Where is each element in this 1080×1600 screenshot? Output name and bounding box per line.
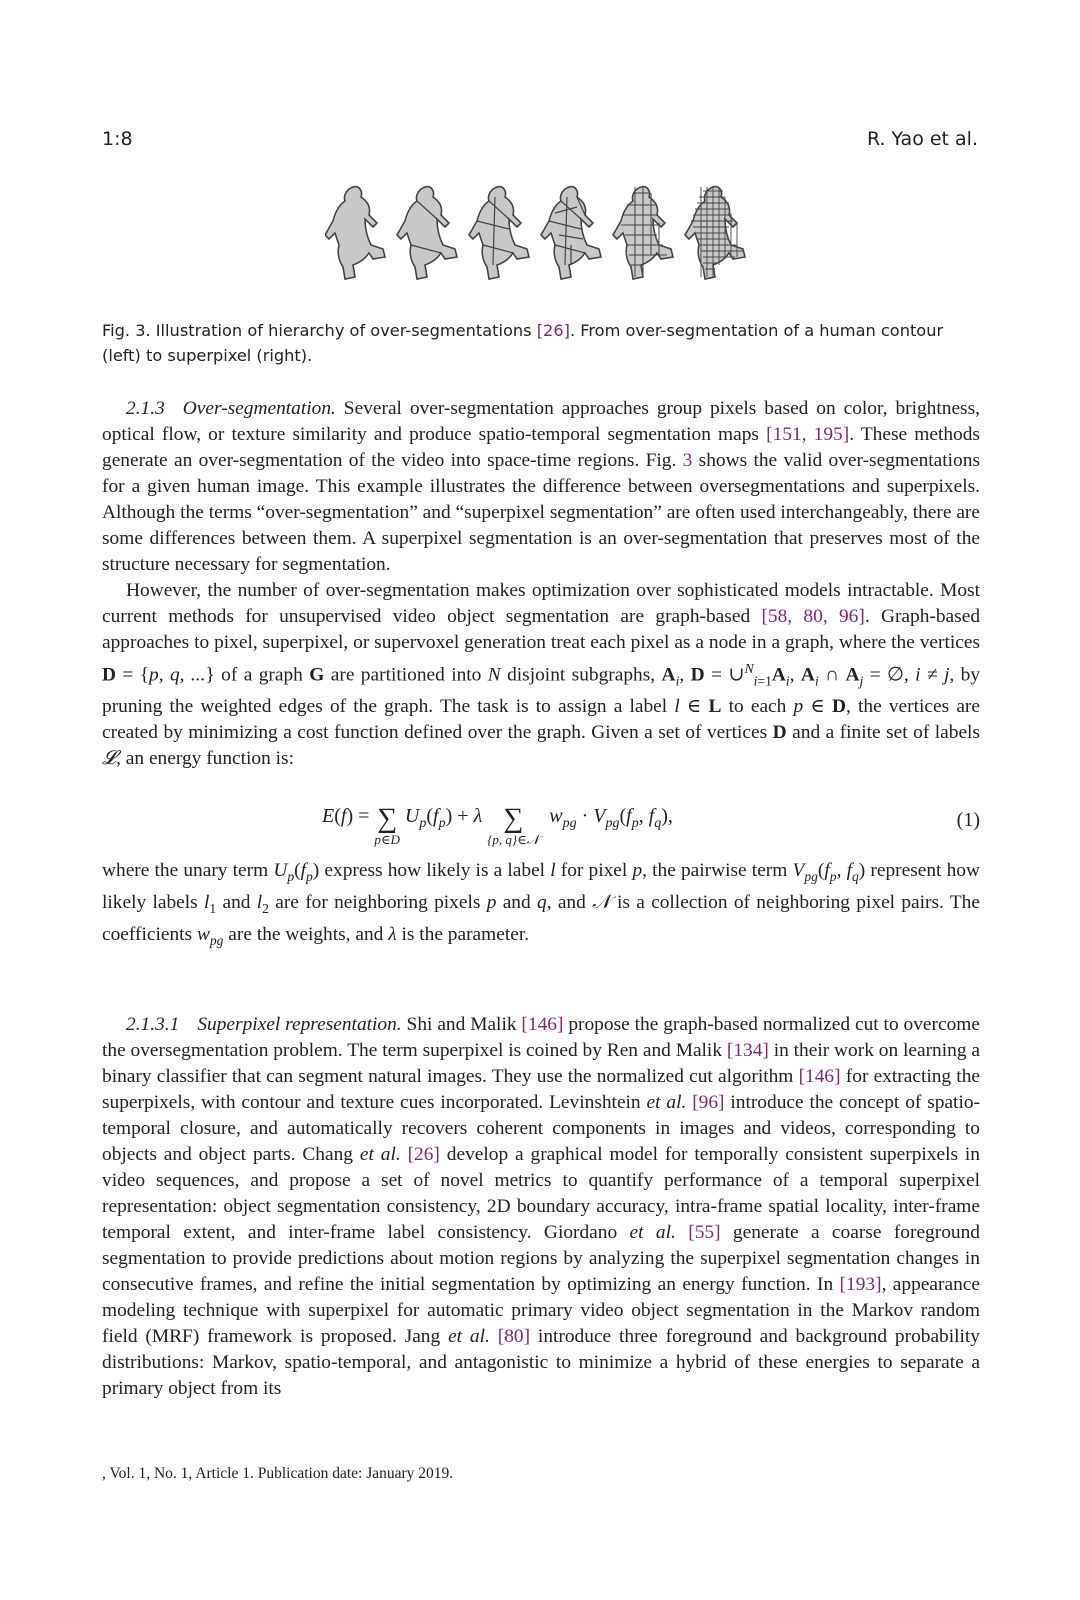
citation-link[interactable]: [134]	[726, 1040, 769, 1061]
citation-link[interactable]: [146]	[798, 1066, 841, 1087]
segment-2-icon	[397, 187, 457, 279]
section-2-1-3-1: 2.1.3.1 Superpixel representation. Shi and Malik [146] propose the graph-based normalized cut to overcome the oversegmentation problem. The term superpixel is coined by Ren and Malik [134] in their work on learning a binary classifier that can segment natural images. They use the normalized cut algorithm [146] for extracting the superpixels, with contour and texture cues incorporated. Levinshtein et al. [96] introduce the concept of spatio-temporal closure, and automatically recovers coherent components in images and videos, corresponding to objects and object parts. Chang et al. [26] develop a graphical model for temporally consistent superpixels in video sequences, and propose a set of novel metrics to quantify performance of a temporal superpixel representation: object segmentation consistency, 2D boundary accuracy, intra-frame spatial locality, inter-frame temporal extent, and inter-frame label consistency. Giordano et al. [55] generate a coarse foreground segmentation to provide predictions about motion regions by analyzing the superpixel segmentation changes in consecutive frames, and refine the initial segmentation by optimizing an energy function. In [193], appearance modeling technique with superpixel for automatic primary video object segmentation in the Markov random field (MRF) framework is proposed. Jang et al. [80] introduce three foreground and background probability distributions: Markov, spatio-temporal, and antagonistic to minimize a hybrid of these energies to separate a primary object from its	[102, 1014, 981, 1399]
segment-5-icon	[613, 187, 673, 279]
figure-3-silhouettes	[325, 183, 755, 283]
paragraph-1: 2.1.3 Over-segmentation. Several over-segmentation approaches group pixels based on color, brightness, optical flow, or texture similarity and produce spatio-temporal segmentation maps [151, 195]. These methods generate an over-segmentation of the video into space-time regions. Fig. 3 shows the valid over-segmentations for a given human image. This example illustrates the difference between oversegmentations and superpixels. Although the terms “over-segmentation” and “superpixel segmentation” are often used interchangeably, there are some differences between them. A superpixel segmentation is an over-segmentation that preserves most of the structure necessary for segmentation.	[102, 398, 980, 575]
equation-number: (1)	[956, 809, 980, 831]
citation-link[interactable]: [58, 80, 96]	[761, 606, 865, 627]
citation-link[interactable]: [96]	[692, 1092, 725, 1113]
citation-link[interactable]: [26]	[407, 1144, 440, 1165]
figure-caption: Fig. 3. Illustration of hierarchy of over-segmentations [26]. From over-segmentation of a human contour (left) to superpixel (right).	[102, 321, 944, 365]
citation-link[interactable]: [151, 195]	[766, 424, 850, 445]
superpixel-icon	[685, 187, 745, 279]
page-number: 1:8	[102, 128, 133, 150]
segment-3-icon	[469, 187, 529, 279]
segment-4-icon	[541, 187, 601, 279]
figure-reference-link[interactable]: 3	[682, 450, 693, 471]
citation-link[interactable]: [26]	[536, 321, 570, 340]
section-2-1-3	[102, 396, 980, 772]
human-contour-icon	[325, 187, 385, 279]
paragraph-2: However, the number of over-segmentation makes optimization over sophisticated models intractable. Most current methods for unsupervised video object segmentation are graph-based [58, 80, 96]. Graph-based approaches to pixel, superpixel, or supervoxel generation treat each pixel as a node in a graph, where the vertices D = {p, q, ...} of a graph G are partitioned into N disjoint subgraphs, $A_i$, $D = \cup^N_{i=1}A_i$, $A_i$ ∩ $A_j$ = ∅, i ≠ j, by pruning the weighted edges of the graph. The task is to assign a label l ∈ L to each p ∈ D, the vertices are created by minimizing a cost function defined over the graph. Given a set of vertices D and a finite set of labels 𝓛, an energy function is:	[102, 580, 981, 770]
citation-link[interactable]: [146]	[521, 1014, 564, 1035]
equation-1: E(f) = ∑ p∈D $U_p(f_p) + \lambda$ ∑ {p, q}∈𝒩 $w_{pg} \cdot V_{pg}(f_p$, $f_q$), (1)	[322, 803, 980, 847]
citation-link[interactable]: [80]	[497, 1326, 531, 1347]
section-title: Over-segmentation.	[182, 398, 336, 419]
paragraph-3: where the unary term $U_p(f_p)$ express how likely is a label l for pixel p, the pairwise term $V_{pg}(f_p$, $f_q$) represent how likely labels $l_1$ and $l_2$ are for neighboring pixels p and q, and 𝒩 is a collection of neighboring pixel pairs. The coefficients $w_{pg}$ are the weights, and λ is the parameter.	[102, 860, 980, 948]
page-footer: , Vol. 1, No. 1, Article 1. Publication date: January 2019.	[102, 1465, 454, 1482]
citation-link[interactable]: [193]	[839, 1274, 882, 1295]
running-authors: R. Yao et al.	[866, 128, 978, 150]
citation-link[interactable]: [55]	[688, 1222, 721, 1243]
section-title: Superpixel representation.	[197, 1014, 402, 1035]
